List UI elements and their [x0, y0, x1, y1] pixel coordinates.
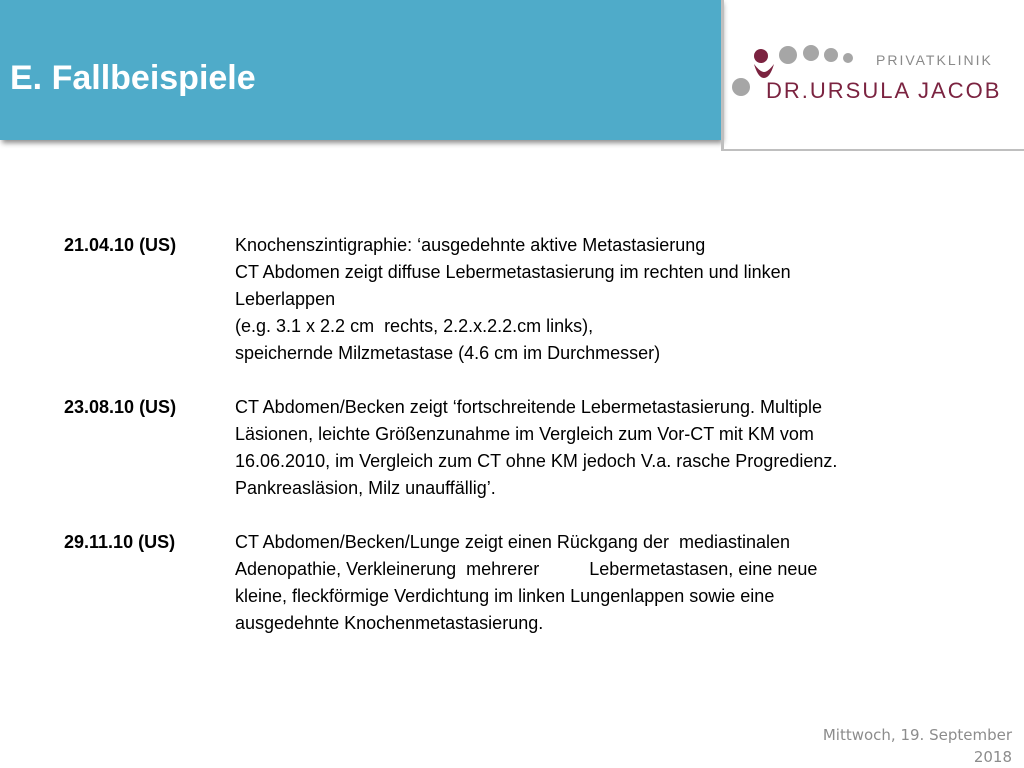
entry-line: Pankreasläsion, Milz unauffällig’.	[235, 478, 496, 498]
case-entries	[64, 232, 964, 664]
entry-line: kleine, fleckförmige Verdichtung im linken Lungenlappen sowie eine	[235, 586, 775, 606]
entry-date: 23.08.10 (US)	[64, 397, 177, 417]
entry-date: 29.11.10 (US)	[64, 532, 176, 552]
entry-line: speichernde Milzmetastase (4.6 cm im Durchmesser)	[235, 343, 661, 363]
title-bar	[0, 0, 721, 140]
logo-subtitle: PRIVATKLINIK	[876, 52, 993, 68]
entry-line: Läsionen, leichte Größenzunahme im Vergleich zum Vor-CT mit KM vom	[235, 424, 814, 444]
entry-line: 16.06.2010, im Vergleich zum CT ohne KM jedoch V.a. rasche Progredienz.	[235, 451, 838, 471]
header-divider-horizontal	[724, 149, 1024, 151]
entry-text	[235, 529, 964, 637]
footer-date	[752, 724, 1012, 768]
case-entry	[64, 529, 964, 637]
entry-line: ausgedehnte Knochenmetastasierung.	[235, 613, 544, 633]
case-entry	[64, 232, 964, 367]
entry-line: Knochenszintigraphie: ‘ausgedehnte aktive Metastasierung	[235, 235, 706, 255]
entry-line: CT Abdomen/Becken/Lunge zeigt einen Rückgang der mediastinalen	[235, 532, 791, 552]
entry-date: 21.04.10 (US)	[64, 235, 177, 255]
entry-line: Leberlappen	[235, 289, 336, 309]
entry-text	[235, 394, 964, 502]
entry-line: CT Abdomen/Becken zeigt ‘fortschreitende Lebermetastasierung. Multiple	[235, 397, 822, 417]
entry-line: Adenopathie, Verkleinerung mehrerer Lebermetastasen, eine neue	[235, 559, 818, 579]
entry-line: (e.g. 3.1 x 2.2 cm rechts, 2.2.x.2.2.cm links),	[235, 316, 594, 336]
footer-date-line: Mittwoch, 19. September	[822, 726, 1012, 744]
logo-name: DR.URSULA JACOB	[766, 78, 1002, 103]
case-entry	[64, 394, 964, 502]
entry-line: CT Abdomen zeigt diffuse Lebermetastasierung im rechten und linken	[235, 262, 791, 282]
slide-title: E. Fallbeispiele	[10, 59, 256, 97]
entry-text	[235, 232, 964, 367]
header-divider-vertical	[721, 0, 724, 151]
footer-date-line: 2018	[973, 748, 1012, 766]
